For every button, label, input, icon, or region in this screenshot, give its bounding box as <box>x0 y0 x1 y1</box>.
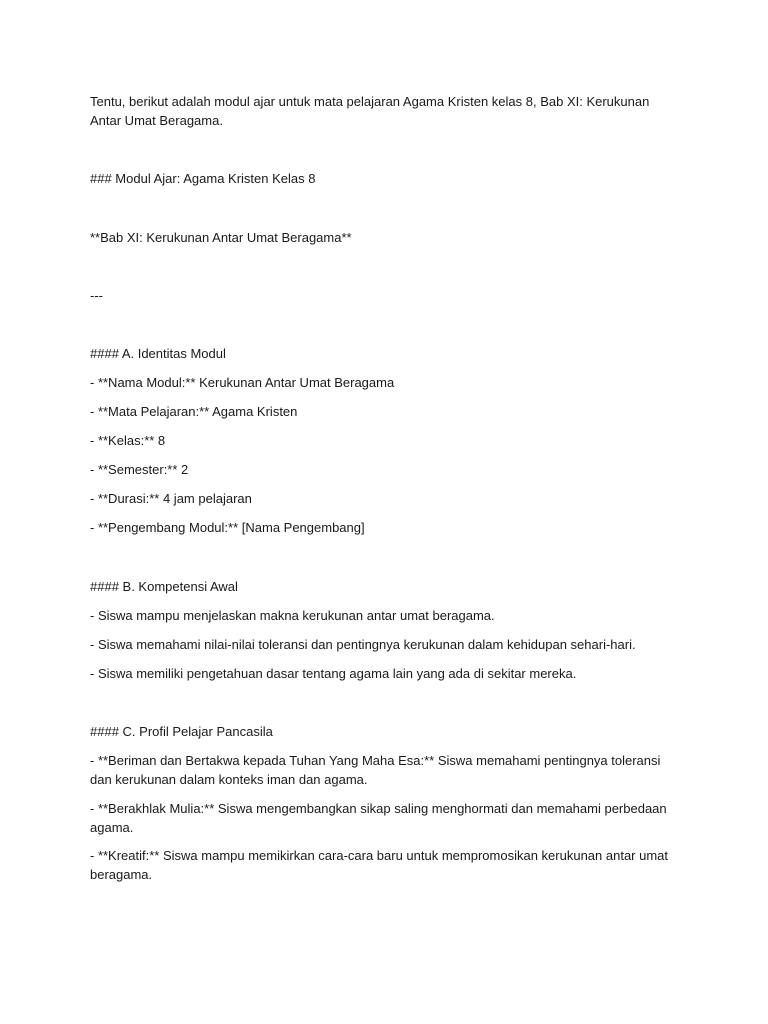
chapter-title: **Bab XI: Kerukunan Antar Umat Beragama** <box>90 230 352 245</box>
divider-line: --- <box>90 288 103 303</box>
section-b-heading: #### B. Kompetensi Awal <box>90 579 238 594</box>
list-item: - **Berakhlak Mulia:** Siswa mengembangkan sikap saling menghormati dan memahami perbedaan agama. <box>90 801 667 835</box>
list-item: - **Semester:** 2 <box>90 462 189 477</box>
list-item: - **Kreatif:** Siswa mampu memikirkan cara-cara baru untuk mempromosikan kerukunan antar umat beragama. <box>90 848 669 882</box>
list-item: - **Beriman dan Bertakwa kepada Tuhan Yang Maha Esa:** Siswa memahami pentingnya toleransi dan kerukunan dalam konteks iman dan agama. <box>90 753 661 787</box>
list-item: - **Nama Modul:** Kerukunan Antar Umat Beragama <box>90 375 395 390</box>
list-item: - **Kelas:** 8 <box>90 433 166 448</box>
list-item: - **Durasi:** 4 jam pelajaran <box>90 491 252 506</box>
intro-paragraph: Tentu, berikut adalah modul ajar untuk mata pelajaran Agama Kristen kelas 8, Bab XI: Kerukunan Antar Umat Beragama. <box>90 94 650 128</box>
module-title: ### Modul Ajar: Agama Kristen Kelas 8 <box>90 171 316 186</box>
list-item: - **Pengembang Modul:** [Nama Pengembang] <box>90 520 365 535</box>
list-item: - Siswa mampu menjelaskan makna kerukunan antar umat beragama. <box>90 608 495 623</box>
list-item: - Siswa memahami nilai-nilai toleransi dan pentingnya kerukunan dalam kehidupan sehari-hari. <box>90 637 636 652</box>
list-item: - **Mata Pelajaran:** Agama Kristen <box>90 404 298 419</box>
section-a-heading: #### A. Identitas Modul <box>90 346 226 361</box>
list-item: - Siswa memiliki pengetahuan dasar tentang agama lain yang ada di sekitar mereka. <box>90 666 577 681</box>
section-c-heading: #### C. Profil Pelajar Pancasila <box>90 724 273 739</box>
